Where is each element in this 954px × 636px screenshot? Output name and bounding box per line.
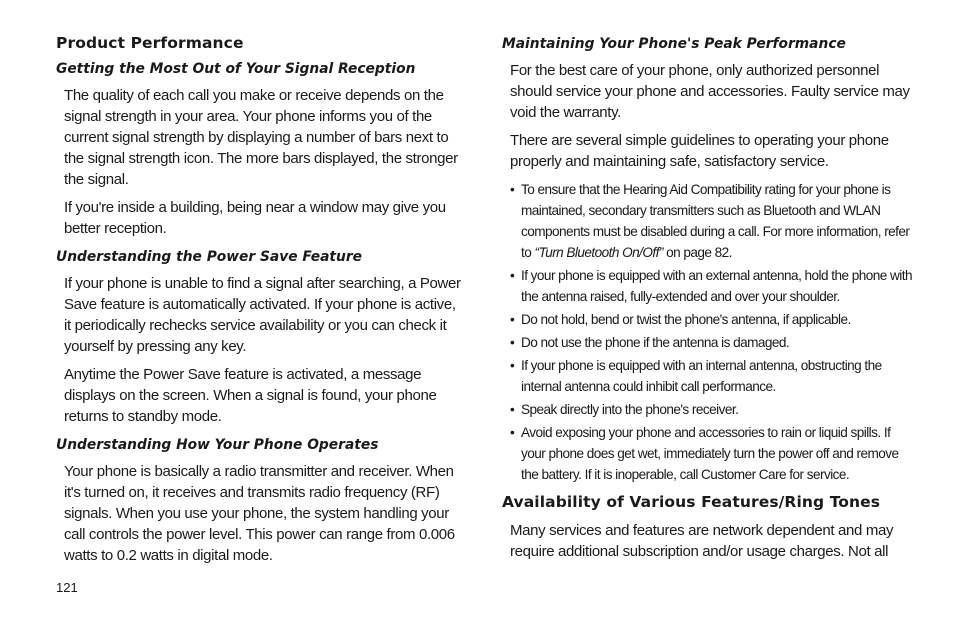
section-title-availability: Availability of Various Features/Ring Tones (502, 493, 881, 511)
subheading-phone-operates: Understanding How Your Phone Operates (56, 437, 379, 453)
paragraph-simple-guidelines: There are several simple guidelines to operating your phone properly and maintaining safe, satisfactory service. (510, 132, 889, 170)
list-item (510, 309, 912, 330)
subheading-power-save: Understanding the Power Save Feature (56, 249, 362, 265)
section-title-product-performance: Product Performance (56, 34, 244, 52)
paragraph-inside-building: If you're inside a building, being near a window may give you better reception. (64, 199, 446, 237)
subheading-signal-reception: Getting the Most Out of Your Signal Reception (56, 61, 416, 77)
paragraph-authorized-personnel: For the best care of your phone, only authorized personnel should service your phone and accessories. Faulty service may void the warranty. (510, 62, 910, 121)
paragraph-power-save-message: Anytime the Power Save feature is activated, a message displays on the screen. When a signal is found, your phone returns to standby mode. (64, 366, 437, 425)
bullet-text: If your phone is equipped with an external antenna, hold the phone with the antenna raised, fully-extended and over your shoulder. (521, 268, 912, 304)
list-item (510, 265, 912, 307)
paragraph-power-save-activation: If your phone is unable to find a signal after searching, a Power Save feature is automatically activated. If your phone is active, it periodically rechecks service availability or you can check it yourself by pressing any key. (64, 275, 461, 355)
paragraph-network-dependent: Many services and features are network dependent and may require additional subscription and/or usage charges. Not all (510, 522, 894, 560)
guidelines-list (510, 179, 912, 485)
paragraph-signal-quality: The quality of each call you make or receive depends on the signal strength in your area. Your phone informs you of the current signal strength by displaying a number of bars next to the signal strength icon. The more bars displayed, the stronger the signal. (64, 87, 458, 188)
bullet-glyph: • (510, 402, 515, 417)
bullet-text: Avoid exposing your phone and accessories to rain or liquid spills. If your phone does get wet, immediately turn the power off and remove the battery. If it is inoperable, call Customer Care for service. (521, 425, 899, 482)
bullet-glyph: • (510, 335, 515, 350)
bullet-text: Do not use the phone if the antenna is damaged. (521, 335, 790, 350)
bullet-text: Speak directly into the phone's receiver. (521, 402, 739, 417)
paragraph-radio-transmitter: Your phone is basically a radio transmitter and receiver. When it's turned on, it receives and transmits radio frequency (RF) signals. When you use your phone, the system handling your call controls the power level. This power can range from 0.006 watts to 0.2 watts in digital mode. (64, 463, 455, 564)
bullet-text-suffix: on page 82. (662, 245, 732, 260)
page-number: 121 (56, 580, 78, 595)
subheading-peak-performance: Maintaining Your Phone's Peak Performance (502, 36, 846, 52)
list-item (510, 399, 912, 420)
bullet-glyph: • (510, 312, 515, 327)
bullet-glyph: • (510, 182, 515, 197)
bullet-glyph: • (510, 268, 515, 283)
bullet-glyph: • (510, 425, 515, 440)
list-item (510, 179, 912, 263)
right-column (502, 34, 912, 569)
bullet-glyph: • (510, 358, 515, 373)
list-item (510, 422, 912, 485)
bullet-text: To ensure that the Hearing Aid Compatibility rating for your phone is maintained, secondary transmitters such as Bluetooth and WLAN components must be disabled during a call. For more information, refer to (521, 182, 910, 260)
bullet-text: If your phone is equipped with an internal antenna, obstructing the internal antenna could inhibit call performance. (521, 358, 882, 394)
cross-reference-link[interactable]: “Turn Bluetooth On/Off” (534, 245, 663, 260)
list-item (510, 355, 912, 397)
left-column (56, 34, 466, 573)
list-item (510, 332, 912, 353)
bullet-text: Do not hold, bend or twist the phone's antenna, if applicable. (521, 312, 851, 327)
